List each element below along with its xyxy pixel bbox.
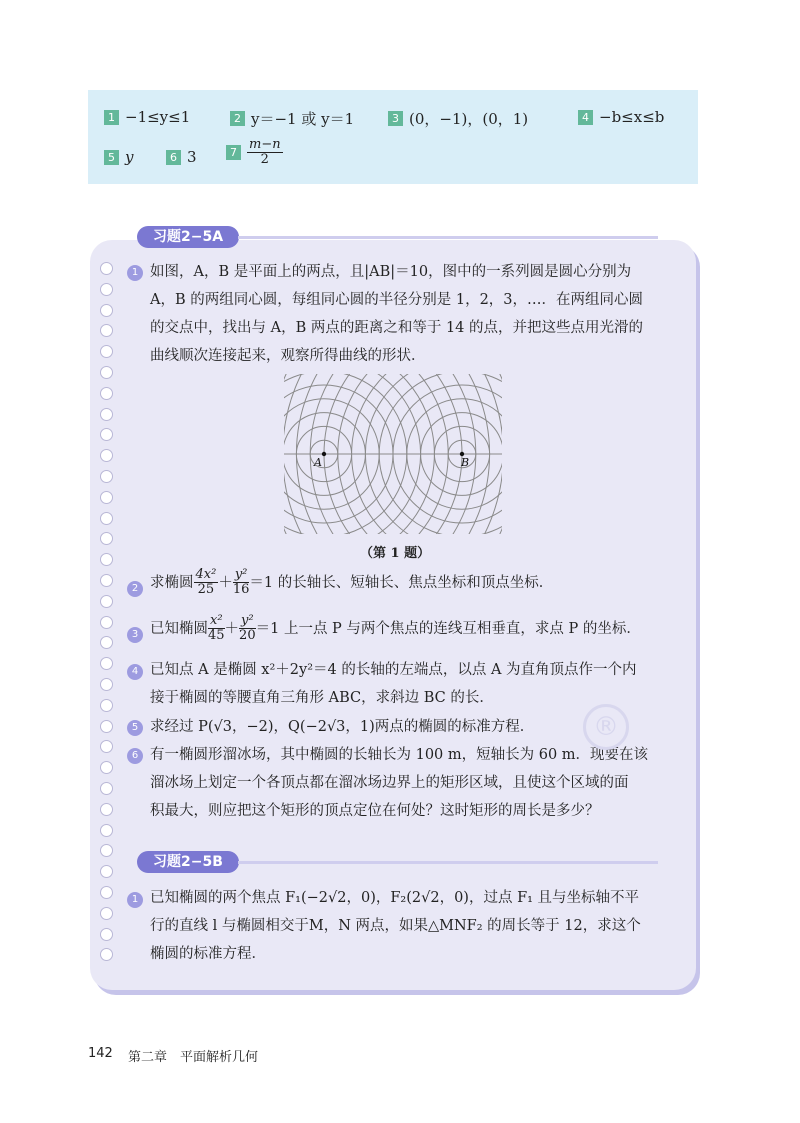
binder-hole	[100, 512, 113, 525]
label-a: A	[314, 456, 322, 469]
binder-hole	[100, 782, 113, 795]
question-a2: 求椭圆 $\frac{\text{4x²}}{25}$ ＋ $\frac{\text{y²}}{16}$ ＝1 的长轴长、短轴长、焦点坐标和顶点坐标．	[150, 567, 554, 597]
binder-hole	[100, 387, 113, 400]
question-a6: 有一椭圆形溜冰场，其中椭圆的长轴长为 100 m，短轴长为 60 m．现要在该 溜冰场上划定一个各顶点都在溜冰场边界上的矩形区域，且使这个区域的面 积最大，则应把这个矩形的顶点定位在何处？这时矩形的周长是多少？	[150, 747, 649, 819]
binder-hole	[100, 886, 113, 899]
section-b-tab: 习题2−5B	[137, 851, 239, 873]
question-a4: 已知点 A 是椭圆 x²＋2y²＝4 的长轴的左端点，以点 A 为直角顶点作一个内 接于椭圆的等腰直角三角形 ABC，求斜边 BC 的长．	[150, 662, 637, 706]
binder-hole	[100, 824, 113, 837]
fraction-a2-2: $\frac{\text{y²}}{16}$	[232, 567, 250, 597]
answer-2: 2 y＝−1 或 y＝1	[230, 108, 354, 129]
binder-hole	[100, 907, 113, 920]
fraction-a3-1: $\frac{\text{x²}}{45}$	[208, 613, 225, 643]
question-number-a3: 3	[127, 627, 143, 643]
answer-6: 6 3	[166, 148, 197, 166]
binder-hole	[100, 616, 113, 629]
answer-1: 1 −1≤y≤1	[104, 108, 190, 126]
section-b-rule	[238, 861, 658, 864]
binder-hole	[100, 928, 113, 941]
binder-hole	[100, 408, 113, 421]
section-a-tab: 习题2−5A	[137, 226, 239, 248]
question-number-b1: 1	[127, 892, 143, 908]
question-number-a5: 5	[127, 720, 143, 736]
chapter-title: 第二章 平面解析几何	[128, 1050, 259, 1065]
question-number-a6: 6	[127, 748, 143, 764]
binder-hole	[100, 366, 113, 379]
answer-7-fraction: $\frac{m-n}{2}$	[249, 137, 281, 167]
binder-hole	[100, 678, 113, 691]
question-b1: 已知椭圆的两个焦点 F₁(−2√2，0)，F₂(2√2，0)，过点 F₁ 且与坐标轴不平 行的直线 l 与椭圆相交于M，N 两点，如果△MNF₂ 的周长等于 12，求这个 椭圆的标准方程．	[150, 890, 641, 962]
fraction-a2-1: $\frac{\text{4x²}}{25}$	[195, 567, 217, 597]
binder-hole	[100, 574, 113, 587]
answer-7: 7 $\frac{m-n}{2}$	[226, 138, 283, 167]
question-number-a4: 4	[127, 664, 143, 680]
question-a5: 求经过 P(√3，−2)，Q(−2√3，1)两点的椭圆的标准方程．	[150, 719, 535, 735]
binder-hole	[100, 803, 113, 816]
answer-strip	[88, 90, 698, 184]
binder-hole	[100, 595, 113, 608]
fraction-a3-2: $\frac{\text{y²}}{20}$	[239, 613, 256, 643]
page-number: 142	[88, 1046, 113, 1061]
binder-hole	[100, 262, 113, 275]
answer-3: 3 (0，−1)，(0，1)	[388, 108, 528, 129]
binder-hole	[100, 491, 113, 504]
registered-watermark: ®	[583, 704, 629, 750]
label-b: B	[461, 456, 470, 469]
binder-hole	[100, 304, 113, 317]
binder-hole	[100, 720, 113, 733]
point-a	[322, 452, 326, 456]
binder-hole	[100, 470, 113, 483]
answer-4: 4 −b≤x≤b	[578, 108, 664, 126]
figure-caption: （第 1 题）	[360, 546, 431, 561]
answer-5: 5 y	[104, 148, 133, 166]
question-a1: 如图，A，B 是平面上的两点，且|AB|＝10，图中的一系列圆是圆心分别为 A，B 的两组同心圆，每组同心圆的半径分别是 1，2，3，…．在两组同心圆 的交点中，找出与 A，B 两点的距离之和等于 14 的点，并把这些点用光滑的 曲线顺次连接起来，观察所得曲线的形状．	[150, 264, 644, 364]
binder-hole	[100, 699, 113, 712]
concentric-circles-figure	[284, 374, 502, 534]
section-a-rule	[238, 236, 658, 239]
binder-hole	[100, 283, 113, 296]
question-a3: 已知椭圆 $\frac{\text{x²}}{45}$ ＋ $\frac{\text{y²}}{20}$ ＝1 上一点 P 与两个焦点的连线互相垂直，求点 P 的坐标．	[150, 613, 641, 643]
question-number-a2: 2	[127, 581, 143, 597]
question-number-a1: 1	[127, 265, 143, 281]
